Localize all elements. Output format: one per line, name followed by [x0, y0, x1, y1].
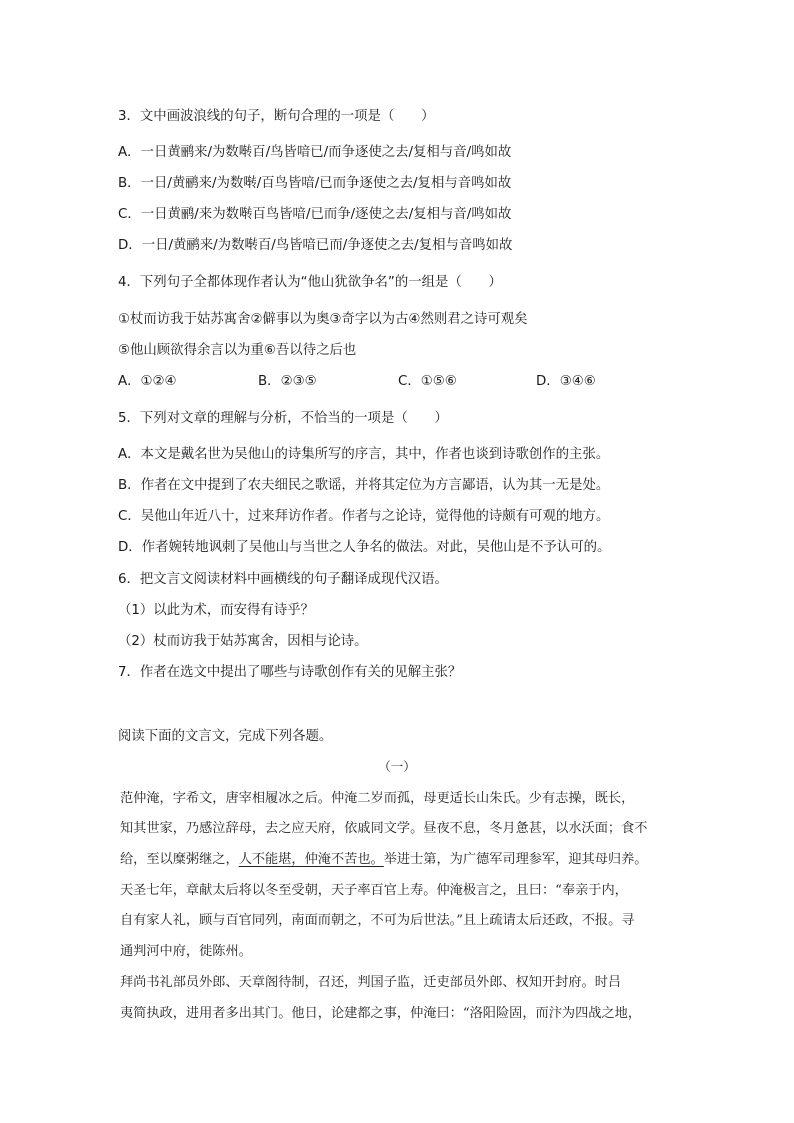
underlined-sentence: 人不能堪，仲淹不苦也。: [238, 852, 384, 867]
p1-line3-start: 给，至以糜粥继之，: [120, 852, 239, 867]
p2-line2: 自有家人礼，顾与百官同列，南面而朝之，不可为后世法。”且上疏请太后还政，不报。寻: [120, 913, 635, 928]
q3-stem: 3．文中画波浪线的句子，断句合理的一项是（ ）: [118, 109, 435, 124]
p1-line1: 范仲淹，字希文，唐宰相履冰之后。仲淹二岁而孤，母更适长山朱氏。少有志操，既长，: [120, 791, 635, 806]
q4-items-line2: ⑤他山顾欲得余言以为重⑥吾以待之后也: [118, 343, 357, 358]
section-title: （一）: [378, 759, 416, 774]
p1-line3: [120, 851, 680, 869]
q4-option-d: D．③④⑥: [536, 374, 596, 389]
q6-stem: 6．把文言文阅读材料中画横线的句子翻译成现代汉语。: [118, 572, 448, 587]
q5-option-d: D．作者婉转地讽刺了吴他山与当世之人争名的做法。对此，吴他山是不予认可的。: [118, 540, 611, 555]
p1-line3-end: 举进士第，为广德军司理参军，迎其母归养。: [383, 852, 648, 867]
q4-option-a: A．①②④: [118, 374, 177, 389]
q3-option-b: B．一日/黄鹂来/为数啭/百鸟皆喑/已而争逐使之去/复相与音鸣如故: [118, 176, 512, 191]
q5-option-b: B．作者在文中提到了农夫细民之歌谣，并将其定位为方言鄙语，认为其一无是处。: [118, 478, 610, 493]
reading-intro: 阅读下面的文言文，完成下列各题。: [118, 729, 333, 744]
q5-option-a: A．本文是戴名世为吴他山的诗集所写的序言，其中，作者也谈到诗歌创作的主张。: [118, 447, 610, 462]
p2-line1: 天圣七年，章献太后将以冬至受朝，天子率百官上寿。仲淹极言之，且曰：“奉亲于内，: [120, 883, 628, 898]
q5-stem: 5．下列对文章的理解与分析，不恰当的一项是（ ）: [118, 411, 448, 426]
p3-line2: 夷简执政，进用者多出其门。他日，论建都之事，仲淹曰：“洛阳险固，而汴为四战之地，: [120, 1006, 642, 1021]
q6-sentence-2: （2）杖而访我于姑苏寓舍，因相与论诗。: [118, 634, 368, 649]
q5-option-c: C．吴他山年近八十，过来拜访作者。作者与之论诗，觉得他的诗颇有可观的地方。: [118, 509, 610, 524]
q6-sentence-1: （1）以此为术，而安得有诗乎？: [118, 603, 314, 618]
p3-line1: 拜尚书礼部员外郎、天章阁待制，召还，判国子监，迁吏部员外郎、权知开封府。时吕: [120, 975, 622, 990]
p1-line2: 知其世家，乃感泣辞母，去之应天府，依戚同文学。昼夜不息，冬月惫甚，以水沃面；食不: [120, 821, 648, 836]
q4-options-row: [118, 373, 618, 391]
q3-option-a: A．一日黄鹂来/为数啭百/鸟皆喑已/而争逐使之去/复相与音/鸣如故: [118, 145, 512, 160]
q4-stem: 4．下列句子全都体现作者认为“他山犹欲争名”的一组是（ ）: [118, 275, 502, 290]
q4-option-c: C．①⑤⑥: [398, 374, 457, 389]
q3-option-c: C．一日黄鹂/来为数啭百鸟皆喑/已而争/逐使之去/复相与音/鸣如故: [118, 207, 512, 222]
p2-line3: 通判河中府，徙陈州。: [120, 944, 252, 959]
q7-stem: 7．作者在选文中提出了哪些与诗歌创作有关的见解主张？: [118, 665, 462, 680]
q4-items-line1: ①杖而访我于姑苏寓舍②僻事以为奥③奇字以为古④然则君之诗可观矣: [118, 312, 528, 327]
q3-option-d: D．一日/黄鹂来/为数啭百/鸟皆喑已而/争逐使之去/复相与音鸣如故: [118, 238, 513, 253]
q4-option-b: B．②③⑤: [258, 374, 317, 389]
